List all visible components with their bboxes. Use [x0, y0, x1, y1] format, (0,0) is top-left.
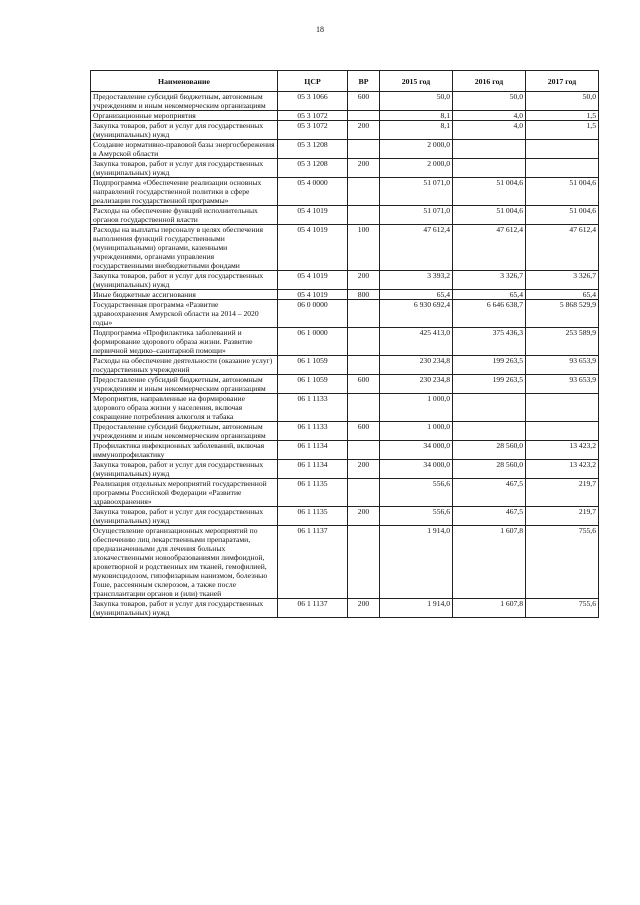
cell-2017: 755,6 [526, 599, 599, 618]
cell-2017 [526, 422, 599, 441]
table-row [91, 328, 599, 356]
cell-2015: 6 930 692,4 [380, 300, 453, 328]
cell-vr: 200 [348, 507, 380, 526]
cell-name: Мероприятия, направленные на формирование здорового образа жизни у населения, включая сокращение потребления алкоголя и табака [91, 394, 278, 422]
cell-2016 [453, 394, 526, 422]
cell-2015: 2 000,0 [380, 159, 453, 178]
cell-2015: 34 000,0 [380, 441, 453, 460]
cell-csr: 06 1 1137 [278, 526, 348, 599]
cell-2016: 4,0 [453, 111, 526, 121]
table-row [91, 526, 599, 599]
table-row [91, 159, 599, 178]
cell-csr: 05 3 1208 [278, 159, 348, 178]
cell-2016: 375 436,3 [453, 328, 526, 356]
table-row [91, 225, 599, 271]
cell-2016: 4,0 [453, 121, 526, 140]
page-number: 18 [316, 25, 324, 34]
cell-name: Расходы на обеспечение деятельности (оказание услуг) государственных учреждений [91, 356, 278, 375]
cell-2016: 28 560,0 [453, 441, 526, 460]
cell-2017: 93 653,9 [526, 356, 599, 375]
cell-2016: 65,4 [453, 290, 526, 300]
cell-2015: 3 393,2 [380, 271, 453, 290]
cell-2016: 467,5 [453, 507, 526, 526]
cell-name: Осуществление организационных мероприятий по обеспечению лиц лекарственными препаратами, предназначенными для лечения больных злокачественными новообразованиями лимфоидной, кроветворной и родственных им тканей, гемофилией, муковисцидозом, гипофизарным нанизмом, болезнью Гоше, рассеянным склерозом, а также после трансплантации органов и (или) тканей [91, 526, 278, 599]
cell-2015: 34 000,0 [380, 460, 453, 479]
cell-2016: 199 263,5 [453, 375, 526, 394]
cell-vr [348, 111, 380, 121]
cell-vr [348, 394, 380, 422]
cell-vr [348, 526, 380, 599]
cell-vr: 600 [348, 92, 380, 111]
cell-csr: 05 4 1019 [278, 225, 348, 271]
table-row [91, 375, 599, 394]
table-row [91, 121, 599, 140]
table-row [91, 290, 599, 300]
cell-2017 [526, 394, 599, 422]
cell-2015: 1 000,0 [380, 394, 453, 422]
table-row [91, 178, 599, 206]
cell-vr [348, 356, 380, 375]
cell-vr: 100 [348, 225, 380, 271]
cell-name: Расходы на выплаты персоналу в целях обеспечения выполнения функций государственными (муниципальными) органами, казенными учреждениями, органами управления государственными внебюджетными фондами [91, 225, 278, 271]
budget-table [90, 70, 599, 618]
cell-2017: 50,0 [526, 92, 599, 111]
cell-name: Закупка товаров, работ и услуг для государственных (муниципальных) нужд [91, 121, 278, 140]
cell-2015: 8,1 [380, 111, 453, 121]
cell-2015: 1 914,0 [380, 526, 453, 599]
cell-vr: 800 [348, 290, 380, 300]
cell-2015: 2 000,0 [380, 140, 453, 159]
table-row [91, 441, 599, 460]
cell-name: Реализация отдельных мероприятий государственной программы Российской Федерации «Развитие здравоохранения» [91, 479, 278, 507]
table-row [91, 460, 599, 479]
header-2015: 2015 год [380, 71, 453, 92]
cell-2016: 6 646 638,7 [453, 300, 526, 328]
cell-2017: 219,7 [526, 479, 599, 507]
cell-csr: 05 4 1019 [278, 206, 348, 225]
cell-2017: 219,7 [526, 507, 599, 526]
cell-name: Создание нормативно-правовой базы энергосбережения в Амурской области [91, 140, 278, 159]
table-row [91, 479, 599, 507]
cell-vr [348, 479, 380, 507]
header-name: Наименование [91, 71, 278, 92]
cell-2016: 3 326,7 [453, 271, 526, 290]
cell-2015: 230 234,8 [380, 356, 453, 375]
cell-2016: 199 263,5 [453, 356, 526, 375]
header-csr: ЦСР [278, 71, 348, 92]
cell-name: Профилактика инфекционных заболеваний, включая иммунопрофилактику [91, 441, 278, 460]
cell-2017: 47 612,4 [526, 225, 599, 271]
cell-name: Закупка товаров, работ и услуг для государственных (муниципальных) нужд [91, 507, 278, 526]
cell-name: Государственная программа «Развитие здравоохранения Амурской области на 2014 – 2020 годы» [91, 300, 278, 328]
cell-name: Организационные мероприятия [91, 111, 278, 121]
header-2017: 2017 год [526, 71, 599, 92]
table-row [91, 507, 599, 526]
cell-vr [348, 328, 380, 356]
table-row [91, 300, 599, 328]
header-vr: ВР [348, 71, 380, 92]
table-row [91, 356, 599, 375]
cell-name: Предоставление субсидий бюджетным, автономным учреждениям и иным некоммерческим организациям [91, 375, 278, 394]
cell-2017 [526, 159, 599, 178]
cell-csr: 05 4 1019 [278, 271, 348, 290]
cell-name: Предоставление субсидий бюджетным, автономным учреждениям и иным некоммерческим организациям [91, 92, 278, 111]
cell-2017: 1,5 [526, 121, 599, 140]
cell-name: Закупка товаров, работ и услуг для государственных (муниципальных) нужд [91, 271, 278, 290]
cell-name: Закупка товаров, работ и услуг для государственных (муниципальных) нужд [91, 159, 278, 178]
cell-2017: 1,5 [526, 111, 599, 121]
cell-csr: 06 1 0000 [278, 328, 348, 356]
cell-2015: 65,4 [380, 290, 453, 300]
cell-csr: 06 0 0000 [278, 300, 348, 328]
cell-2016 [453, 422, 526, 441]
cell-vr [348, 178, 380, 206]
cell-csr: 06 1 1059 [278, 375, 348, 394]
cell-vr: 200 [348, 159, 380, 178]
cell-2015: 51 071,0 [380, 206, 453, 225]
table-row [91, 599, 599, 618]
cell-csr: 06 1 1059 [278, 356, 348, 375]
cell-vr: 200 [348, 460, 380, 479]
table-row [91, 111, 599, 121]
table-row [91, 271, 599, 290]
cell-csr: 06 1 1133 [278, 394, 348, 422]
cell-2017: 13 423,2 [526, 460, 599, 479]
cell-csr: 05 3 1066 [278, 92, 348, 111]
cell-2016: 1 607,8 [453, 526, 526, 599]
cell-2015: 556,6 [380, 507, 453, 526]
table-header-row [91, 71, 599, 92]
cell-2017: 93 653,9 [526, 375, 599, 394]
cell-2017: 5 868 529,9 [526, 300, 599, 328]
cell-2017 [526, 140, 599, 159]
cell-2016: 50,0 [453, 92, 526, 111]
cell-2016: 467,5 [453, 479, 526, 507]
cell-vr: 600 [348, 422, 380, 441]
cell-csr: 05 4 1019 [278, 290, 348, 300]
cell-2015: 230 234,8 [380, 375, 453, 394]
cell-vr [348, 140, 380, 159]
cell-2016 [453, 159, 526, 178]
cell-csr: 06 1 1135 [278, 507, 348, 526]
cell-2017: 253 589,9 [526, 328, 599, 356]
cell-csr: 06 1 1134 [278, 460, 348, 479]
cell-2015: 47 612,4 [380, 225, 453, 271]
cell-2016: 51 004,6 [453, 178, 526, 206]
cell-vr [348, 206, 380, 225]
cell-2015: 8,1 [380, 121, 453, 140]
cell-2016: 28 560,0 [453, 460, 526, 479]
cell-name: Предоставление субсидий бюджетным, автономным учреждениям и иным некоммерческим организациям [91, 422, 278, 441]
cell-2015: 50,0 [380, 92, 453, 111]
cell-2015: 51 071,0 [380, 178, 453, 206]
cell-2016: 47 612,4 [453, 225, 526, 271]
cell-csr: 06 1 1135 [278, 479, 348, 507]
cell-2017: 3 326,7 [526, 271, 599, 290]
cell-vr: 200 [348, 599, 380, 618]
cell-2017: 65,4 [526, 290, 599, 300]
cell-name: Закупка товаров, работ и услуг для государственных (муниципальных) нужд [91, 599, 278, 618]
cell-2015: 1 914,0 [380, 599, 453, 618]
header-2016: 2016 год [453, 71, 526, 92]
cell-vr: 200 [348, 271, 380, 290]
cell-name: Закупка товаров, работ и услуг для государственных (муниципальных) нужд [91, 460, 278, 479]
cell-2015: 425 413,0 [380, 328, 453, 356]
cell-csr: 05 4 0000 [278, 178, 348, 206]
cell-csr: 05 3 1208 [278, 140, 348, 159]
table-row [91, 422, 599, 441]
cell-2015: 1 000,0 [380, 422, 453, 441]
cell-name: Иные бюджетные ассигнования [91, 290, 278, 300]
cell-2017: 13 423,2 [526, 441, 599, 460]
cell-2017: 51 004,6 [526, 178, 599, 206]
cell-csr: 06 1 1134 [278, 441, 348, 460]
cell-vr: 200 [348, 121, 380, 140]
cell-name: Подпрограмма «Профилактика заболеваний и формирование здорового образа жизни. Развитие первичной медико–санитарной помощи» [91, 328, 278, 356]
cell-vr: 600 [348, 375, 380, 394]
table-row [91, 206, 599, 225]
table-body [91, 92, 599, 618]
cell-2016: 1 607,8 [453, 599, 526, 618]
cell-name: Подпрограмма «Обеспечение реализации основных направлений государственной политики в сфере реализации государственной программы» [91, 178, 278, 206]
cell-csr: 05 3 1072 [278, 111, 348, 121]
cell-2016 [453, 140, 526, 159]
cell-2017: 51 004,6 [526, 206, 599, 225]
cell-vr [348, 300, 380, 328]
cell-csr: 06 1 1137 [278, 599, 348, 618]
cell-2016: 51 004,6 [453, 206, 526, 225]
table-row [91, 140, 599, 159]
cell-csr: 05 3 1072 [278, 121, 348, 140]
cell-csr: 06 1 1133 [278, 422, 348, 441]
table-row [91, 92, 599, 111]
cell-2015: 556,6 [380, 479, 453, 507]
cell-vr [348, 441, 380, 460]
table-row [91, 394, 599, 422]
cell-name: Расходы на обеспечение функций исполнительных органов государственной власти [91, 206, 278, 225]
cell-2017: 755,6 [526, 526, 599, 599]
